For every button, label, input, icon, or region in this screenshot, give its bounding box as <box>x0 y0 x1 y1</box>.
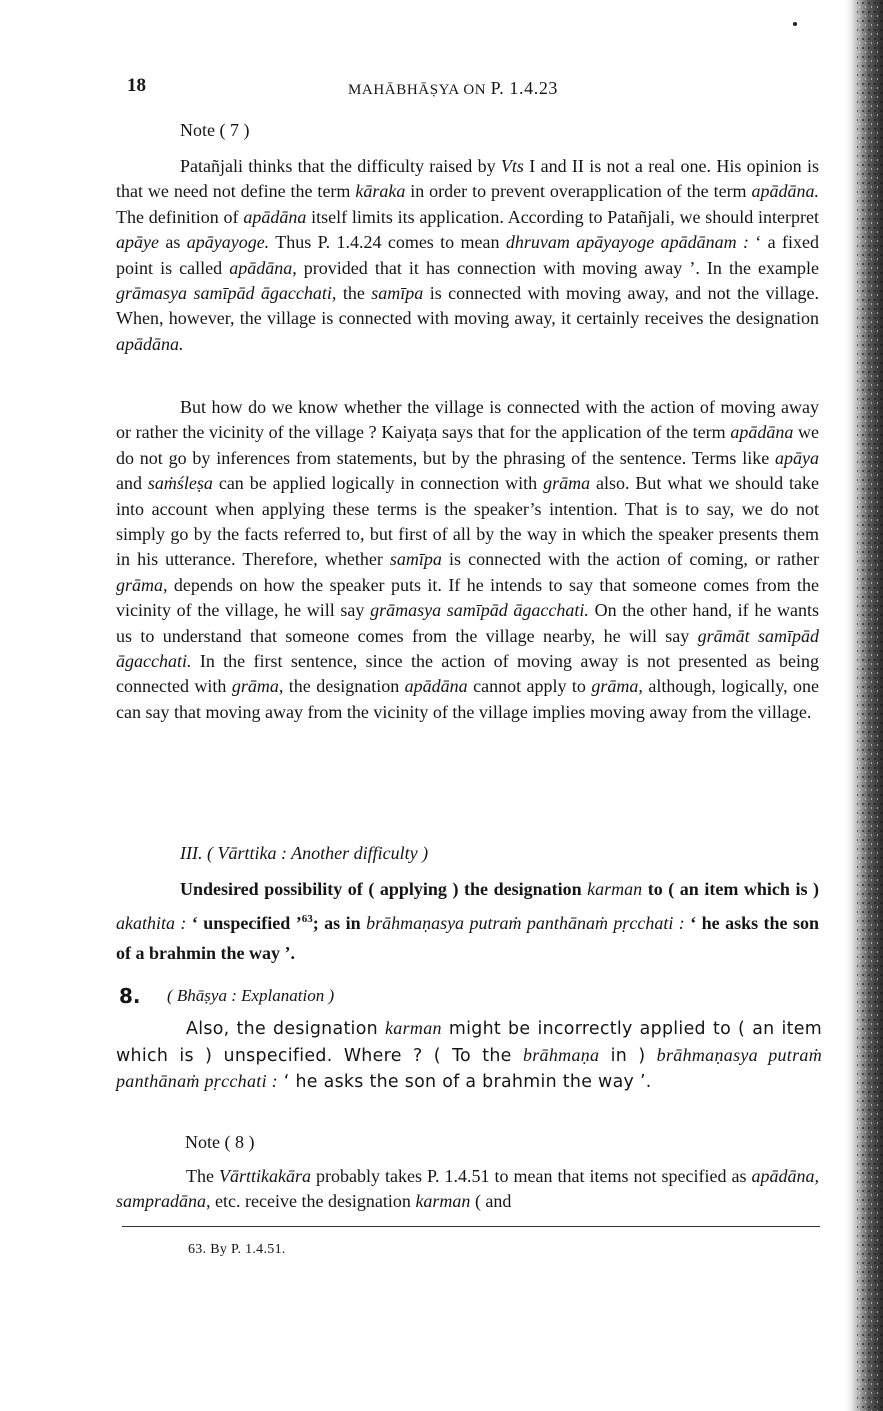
footnote-rule <box>122 1226 820 1227</box>
scan-speck <box>793 22 797 26</box>
note-7-paragraph-2: But how do we know whether the village is connected with the action of moving away or rather the vicinity of the village ? Kaiyaṭa says that for the application of the term apādāna we do not go by inferences from statements, but by the phrasing of the sentence. Terms like apāya and saṁśleṣa can be applied logically in connection with grāma also. But what we should take into account when applying these terms is the speaker’s intention. That is to say, we do not simply go by the facts referred to, but first of all by the way in which the speaker presents them in his utterance. Therefore, whether samīpa is connected with the action of coming, or rather grāma, depends on how the speaker puts it. If he intends to say that someone comes from the vicinity of the village, he will say grāmasya samīpād āgacchati. On the other hand, if he wants us to understand that someone comes from the village nearby, he will say grāmāt samīpād āgacchati. In the first sentence, since the action of moving away is not presented as being connected with grāma, the designation apādāna cannot apply to grāma, although, logically, one can say that moving away from the vicinity of the village implies moving away from the village. <box>116 397 819 722</box>
varttika-3-heading: III. ( Vārttika : Another difficulty ) <box>180 843 429 863</box>
note-7-body <box>116 154 819 357</box>
footnote-ref-63: 63 <box>301 913 313 925</box>
note-8-label: Note ( 8 ) <box>185 1132 255 1152</box>
running-head <box>348 78 558 99</box>
varttika-3-text: Undesired possibility of ( applying ) the designation karman to ( an item which is ) akathita : ‘ unspecified ’$^{63}$; as in brāhmaṇasya putraṁ panthānaṁ pṛcchati : ‘ he asks the son of a brahmin the way ’. <box>116 879 819 963</box>
footnote-63: 63. By P. 1.4.51. <box>188 1242 286 1257</box>
note-7-body-continued <box>116 395 819 725</box>
note-7-paragraph-1: Patañjali thinks that the difficulty raised by Vts I and II is not a real one. His opinion is that we need not define the term kāraka in order to prevent overapplication of the term apādāna. The definition of apādāna itself limits its application. According to Patañjali, we should interpret apāye as apāyayoge. Thus P. 1.4.24 comes to mean dhruvam apāyayoge apādānam : ‘ a fixed point is called apādāna, provided that it has connection with moving away ’. In the example grāmasya samīpād āgacchati, the samīpa is connected with moving away, and not the village. When, however, the village is connected with moving away, it certainly receives the designation apādāna. <box>116 156 820 354</box>
note-7-label: Note ( 7 ) <box>180 120 250 140</box>
page-number: 18 <box>127 75 146 96</box>
section-8-number: 8. <box>119 984 141 1008</box>
scan-binding-edge <box>843 0 883 1411</box>
section-8-text: Also, the designation karman might be incorrectly applied to ( an item which is ) unspecified. Where ? ( To the brāhmaṇa in ) brāhmaṇasya putraṁ panthānaṁ pṛcchati : ‘ he asks the son of a brahmin the way ’. <box>116 1018 823 1093</box>
note-8-text: The Vārttikakāra probably takes P. 1.4.51 to mean that items not specified as apādāna, sampradāna, etc. receive the designation karman ( and <box>116 1166 820 1212</box>
bhasya-heading: ( Bhāṣya : Explanation ) <box>167 986 335 1005</box>
running-reference: P. 1.4.23 <box>490 78 559 98</box>
running-title: MAHĀBHĀṢYA ON <box>348 82 487 98</box>
